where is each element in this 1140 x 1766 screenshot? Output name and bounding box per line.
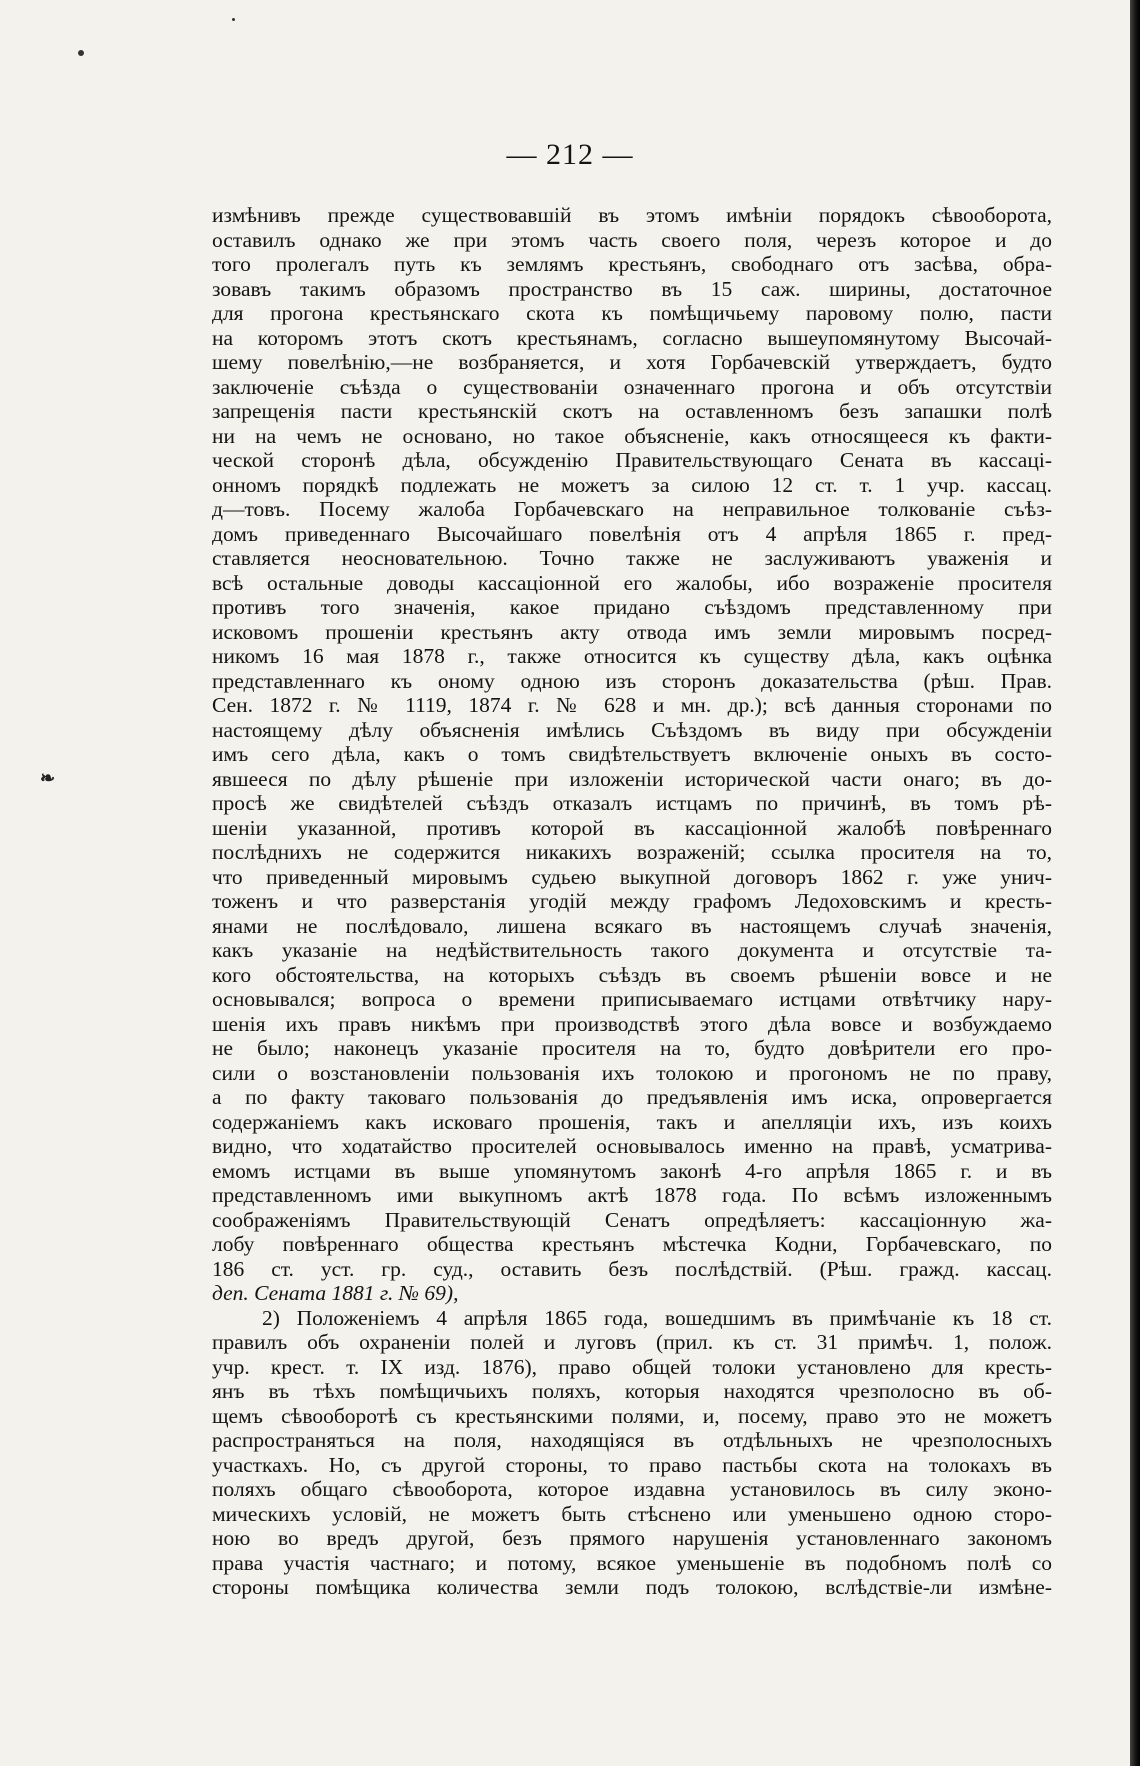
text-line: явшееся по дѣлу рѣшеніе при изложеніи исторической части онаго; въ до-	[212, 766, 1052, 791]
text-line: поляхъ общаго сѣвооборота, которое издавна установилось въ силу эконо-	[212, 1477, 1052, 1501]
text-line: кого обстоятельства, на которыхъ съѣздъ въ своемъ рѣшеніи вовсе и не	[212, 962, 1052, 987]
text-line: правилъ объ охраненіи полей и луговъ (прил. къ ст. 31 примѣч. 1, полож.	[212, 1330, 1052, 1354]
text-line: оставилъ однако же при этомъ часть своего поля, черезъ которое и до	[212, 227, 1052, 252]
text-line: представленномъ ими выкупномъ актѣ 1878 года. По всѣмъ изложеннымъ	[212, 1183, 1052, 1207]
text-line: ни на чемъ не основано, но такое объясненіе, какъ относящееся къ факти-	[212, 423, 1052, 448]
text-line: ставляется неосновательною. Точно также не заслуживаютъ уваженія и	[212, 546, 1052, 570]
text-line: участкахъ. Но, съ другой стороны, то право пастьбы скота на толокахъ въ	[212, 1452, 1052, 1477]
page-number: — 212 —	[506, 138, 634, 171]
text-line: настоящему дѣлу объясненія имѣлись Съѣздомъ въ виду при обсужденіи	[212, 717, 1052, 742]
text-line: шенія ихъ правъ никѣмъ при производствѣ этого дѣла вовсе и возбуждаемо	[212, 1011, 1052, 1036]
scan-speck	[78, 50, 84, 56]
text-line: исковомъ прошеніи крестьянъ акту отвода имъ земли мировымъ посред-	[212, 619, 1052, 644]
text-line: тоженъ и что разверстанія угодій между графомъ Ледоховскимъ и кресть-	[212, 889, 1052, 913]
text-line: Сен. 1872 г. № 1119, 1874 г. № 628 и мн. др.); всѣ данныя сторонами по	[212, 693, 1052, 717]
text-line: домъ приведеннаго Высочайшаго повелѣнія отъ 4 апрѣля 1865 г. пред-	[212, 521, 1052, 546]
text-line: заключеніе съѣзда о существованіи означеннаго прогона и объ отсутствіи	[212, 374, 1052, 399]
text-line: ною во вредъ другой, безъ прямого нарушенія установленнаго закономъ	[212, 1526, 1052, 1550]
text-line: соображеніямъ Правительствующій Сенатъ опредѣляетъ: кассаціонную жа-	[212, 1207, 1052, 1232]
text-line: щемъ сѣвооборотѣ съ крестьянскими полями, и, посему, право это не можетъ	[212, 1403, 1052, 1428]
text-line: для прогона крестьянскаго скота къ помѣщичьему паровому полю, пасти	[212, 301, 1052, 325]
text-line: емомъ истцами въ выше упомянутомъ законѣ 4-го апрѣля 1865 г. и въ	[212, 1158, 1052, 1183]
text-line: сили о возстановленіи пользованія ихъ толокою и прогономъ не по праву,	[212, 1060, 1052, 1085]
text-line: зовавъ такимъ образомъ пространство въ 15 саж. ширины, достаточное	[212, 276, 1052, 301]
text-line: д—товъ. Посему жалоба Горбачевскаго на неправильное толкованіе съѣз-	[212, 497, 1052, 521]
text-line: видно, что ходатайство просителей основывалось именно на правѣ, усматрива-	[212, 1134, 1052, 1158]
text-line: измѣнивъ прежде существовавшій въ этомъ имѣніи порядокъ сѣвооборота,	[212, 203, 1052, 227]
text-line: а по факту таковаго пользованія до предъявленія имъ иска, опровергается	[212, 1085, 1052, 1109]
text-line: учр. крест. т. IX изд. 1876), право общей толоки установлено для кресть-	[212, 1354, 1052, 1379]
text-line: послѣднихъ не содержится никакихъ возраженій; ссылка просителя на то,	[212, 840, 1052, 864]
scan-edge-shadow	[1130, 0, 1140, 1766]
text-line: янами не послѣдовало, лишена всякаго въ настоящемъ случаѣ значенія,	[212, 913, 1052, 938]
text-line: шему повелѣнію,—не возбраняется, и хотя Горбачевскій утверждаетъ, будто	[212, 350, 1052, 374]
text-line: представленнаго къ оному одною изъ сторонъ доказательства (рѣш. Прав.	[212, 668, 1052, 693]
text-line: какъ указаніе на недѣйствительность такого документа и отсутствіе та-	[212, 938, 1052, 962]
text-line: запрещенія пасти крестьянскій скотъ на оставленномъ безъ запашки полѣ	[212, 399, 1052, 423]
text-line: шеніи указанной, противъ которой въ кассаціонной жалобѣ повѣреннаго	[212, 815, 1052, 840]
text-line: что приведенный мировымъ судьею выкупной договоръ 1862 г. уже унич-	[212, 864, 1052, 889]
text-line: мическихъ условій, не можетъ быть стѣснено или уменьшено одною сторо-	[212, 1501, 1052, 1526]
text-line: 2) Положеніемъ 4 апрѣля 1865 года, вошедшимъ въ примѣчаніе къ 18 ст.	[262, 1305, 1052, 1330]
scan-speck	[232, 18, 235, 21]
text-line: имъ сего дѣла, какъ о томъ свидѣтельствуетъ включеніе оныхъ въ состо-	[212, 742, 1052, 766]
text-line: просѣ же свидѣтелей съѣздъ отказалъ истцамъ по причинѣ, въ томъ рѣ-	[212, 791, 1052, 815]
text-line: права участія частнаго; и потому, всякое уменьшеніе въ подобномъ полѣ со	[212, 1550, 1052, 1575]
text-line: распространяться на поля, находящіяся въ отдѣльныхъ не чрезполосныхъ	[212, 1428, 1052, 1452]
text-line: на которомъ этотъ скотъ крестьянамъ, согласно вышеупомянутому Высочай-	[212, 325, 1052, 350]
text-line: всѣ остальные доводы кассаціонной его жалобы, ибо возраженіе просителя	[212, 570, 1052, 595]
text-line: онномъ порядкѣ подлежать не можетъ за силою 12 ст. т. 1 учр. кассац.	[212, 472, 1052, 497]
text-line: деп. Сената 1881 г. № 69),	[212, 1281, 459, 1305]
body-text	[212, 203, 1052, 1600]
text-line: ческой сторонѣ дѣла, обсужденію Правительствующаго Сената въ кассаці-	[212, 448, 1052, 472]
text-line: противъ того значенія, какое придано съѣздомъ представленному при	[212, 595, 1052, 619]
text-line: не было; наконецъ указаніе просителя на то, будто довѣрители его про-	[212, 1036, 1052, 1060]
text-line: янъ въ тѣхъ помѣщичьихъ поляхъ, которыя находятся чрезполосно въ об-	[212, 1379, 1052, 1403]
text-line: 186 ст. уст. гр. суд., оставить безъ послѣдствій. (Рѣш. гражд. кассац.	[212, 1256, 1052, 1281]
text-line: стороны помѣщика количества земли подъ толокою, вслѣдствіе-ли измѣне-	[212, 1575, 1052, 1599]
text-line: лобу повѣреннаго общества крестьянъ мѣстечка Кодни, Горбачевскаго, по	[212, 1232, 1052, 1256]
text-line: содержаніемъ какъ исковаго прошенія, такъ и апелляціи ихъ, изъ коихъ	[212, 1109, 1052, 1134]
text-line: никомъ 16 мая 1878 г., также относится къ существу дѣла, какъ оцѣнка	[212, 644, 1052, 668]
text-line: того пролегалъ путь къ землямъ крестьянъ, свободнаго отъ засѣва, обра-	[212, 252, 1052, 276]
text-line: основывался; вопроса о времени приписываемаго истцами отвѣтчику нару-	[212, 987, 1052, 1011]
margin-mark: ❧	[40, 768, 56, 789]
